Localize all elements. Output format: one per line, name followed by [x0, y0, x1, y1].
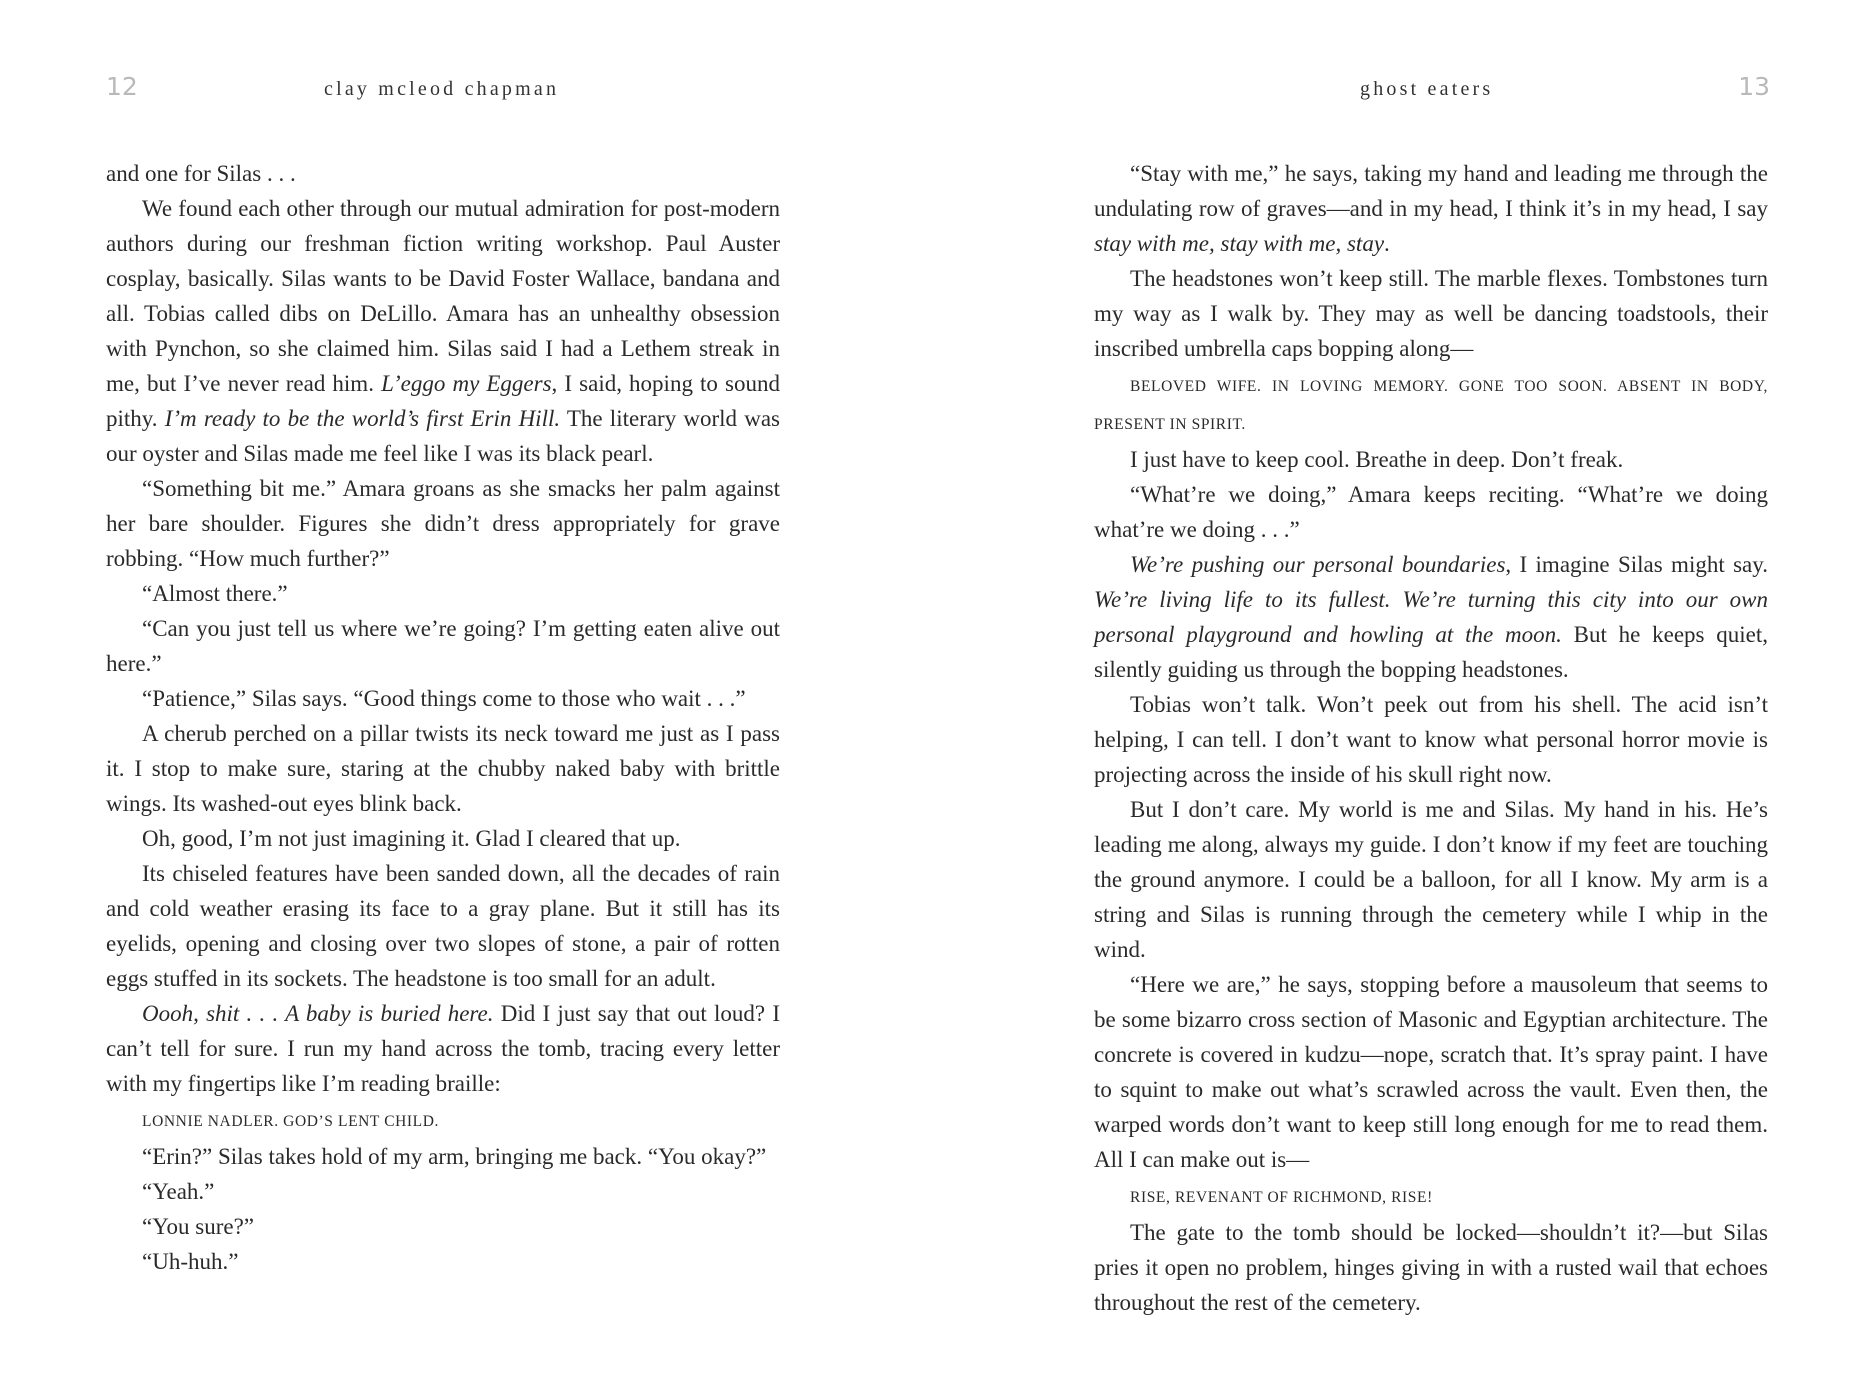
paragraph: “Something bit me.” Amara groans as she smacks her palm against her bare shoulder. Figures she didn’t dress appropriately for grave robbing. “How much further?” — [106, 476, 780, 571]
right-page-header — [1094, 72, 1768, 112]
paragraph: But I don’t care. My world is me and Silas. My hand in his. He’s leading me along, always my guide. I don’t know if my feet are touching the ground anymore. I could be a balloon, for all I know. My arm is a string and Silas is running through the cemetery while I whip in the wind. — [1094, 797, 1768, 962]
paragraph: “Erin?” Silas takes hold of my arm, bringing me back. “You okay?” — [142, 1144, 767, 1169]
paragraph: Its chiseled features have been sanded down, all the decades of rain and cold weather erasing its face to a gray plane. But it still has its eyelids, opening and closing over two slopes of stone, a pair of rotten eggs stuffed in its sockets. The headstone is too small for an adult. — [106, 861, 780, 991]
tomb-inscription: LONNIE NADLER. GOD’S LENT CHILD. — [142, 1113, 440, 1130]
paragraph: I just have to keep cool. Breathe in deep. Don’t freak. — [1130, 447, 1624, 472]
paragraph: “You sure?” — [142, 1214, 255, 1239]
page-number: 13 — [1738, 72, 1770, 101]
paragraph: Oh, good, I’m not just imagining it. Glad I cleared that up. — [142, 826, 681, 851]
paragraph: “Yeah.” — [142, 1179, 215, 1204]
running-head-title: ghost eaters — [1360, 78, 1494, 100]
paragraph: “Almost there.” — [142, 581, 288, 606]
paragraph: “Patience,” Silas says. “Good things come to those who wait . . .” — [142, 686, 746, 711]
paragraph: We’re pushing our personal boundaries, I imagine Silas might say. We’re living life to its fullest. We’re turning this city into our own personal playground and howling at the moon. But he keeps quiet, silently guiding us through the bopping headstones. — [1094, 552, 1769, 682]
paragraph: “Here we are,” he says, stopping before a mausoleum that seems to be some bizarro cross section of Masonic and Egyptian architecture. The concrete is covered in kudzu—nope, scratch that. It’s spray paint. I have to squint to make out what’s scrawled across the vault. Even then, the warped words don’t want to keep still long enough for me to read them. All I can make out is— — [1094, 972, 1768, 1172]
paragraph: “What’re we doing,” Amara keeps reciting. “What’re we doing what’re we doing . . .” — [1094, 482, 1768, 542]
page-number: 12 — [106, 72, 138, 101]
paragraph: The headstones won’t keep still. The marble flexes. Tombstones turn my way as I walk by. They may as well be dancing toadstools, their inscribed umbrella caps bopping along— — [1094, 266, 1768, 361]
left-page-header — [106, 72, 780, 112]
paragraph: The gate to the tomb should be locked—shouldn’t it?—but Silas pries it open no problem, hinges giving in with a rusted wail that echoes throughout the rest of the cemetery. — [1094, 1220, 1768, 1315]
paragraph: “Uh-huh.” — [142, 1249, 239, 1274]
paragraph: “Can you just tell us where we’re going? I’m getting eaten alive out here.” — [106, 616, 780, 676]
paragraph: Oooh, shit . . . A baby is buried here. Did I just say that out loud? I can’t tell for sure. I run my hand across the tomb, tracing every letter with my fingertips like I’m reading braille: — [106, 1001, 781, 1096]
vault-graffiti: RISE, REVENANT OF RICHMOND, RISE! — [1130, 1189, 1433, 1206]
right-page — [1094, 0, 1768, 1395]
paragraph: and one for Silas . . . — [106, 161, 296, 186]
left-page-body — [106, 156, 780, 1279]
paragraph: A cherub perched on a pillar twists its neck toward me just as I pass it. I stop to make sure, staring at the chubby naked baby with brittle wings. Its washed-out eyes blink back. — [106, 721, 780, 816]
running-head-author: clay mcleod chapman — [324, 78, 560, 100]
headstone-epitaphs: BELOVED WIFE. IN LOVING MEMORY. GONE TOO SOON. ABSENT IN BODY, PRESENT IN SPIRIT. — [1094, 378, 1768, 433]
paragraph: Tobias won’t talk. Won’t peek out from his shell. The acid isn’t helping, I can tell. I don’t want to know what personal horror movie is projecting across the inside of his skull right now. — [1094, 692, 1768, 787]
paragraph: We found each other through our mutual admiration for post-modern authors during our freshman fiction writing workshop. Paul Auster cosplay, basically. Silas wants to be David Foster Wallace, bandana and all. Tobias called dibs on DeLillo. Amara has an unhealthy obsession with Pynchon, so she claimed him. Silas said I had a Lethem streak in me, but I’ve never read him. L’eggo my Eggers, I said, hoping to sound pithy. I’m ready to be the world’s first Erin Hill. The literary world was our oyster and Silas made me feel like I was its black pearl. — [106, 196, 780, 466]
right-page-body — [1094, 156, 1768, 1320]
left-page — [106, 0, 780, 1395]
paragraph: “Stay with me,” he says, taking my hand and leading me through the undulating row of graves—and in my head, I think it’s in my head, I say stay with me, stay with me, stay. — [1094, 161, 1768, 256]
